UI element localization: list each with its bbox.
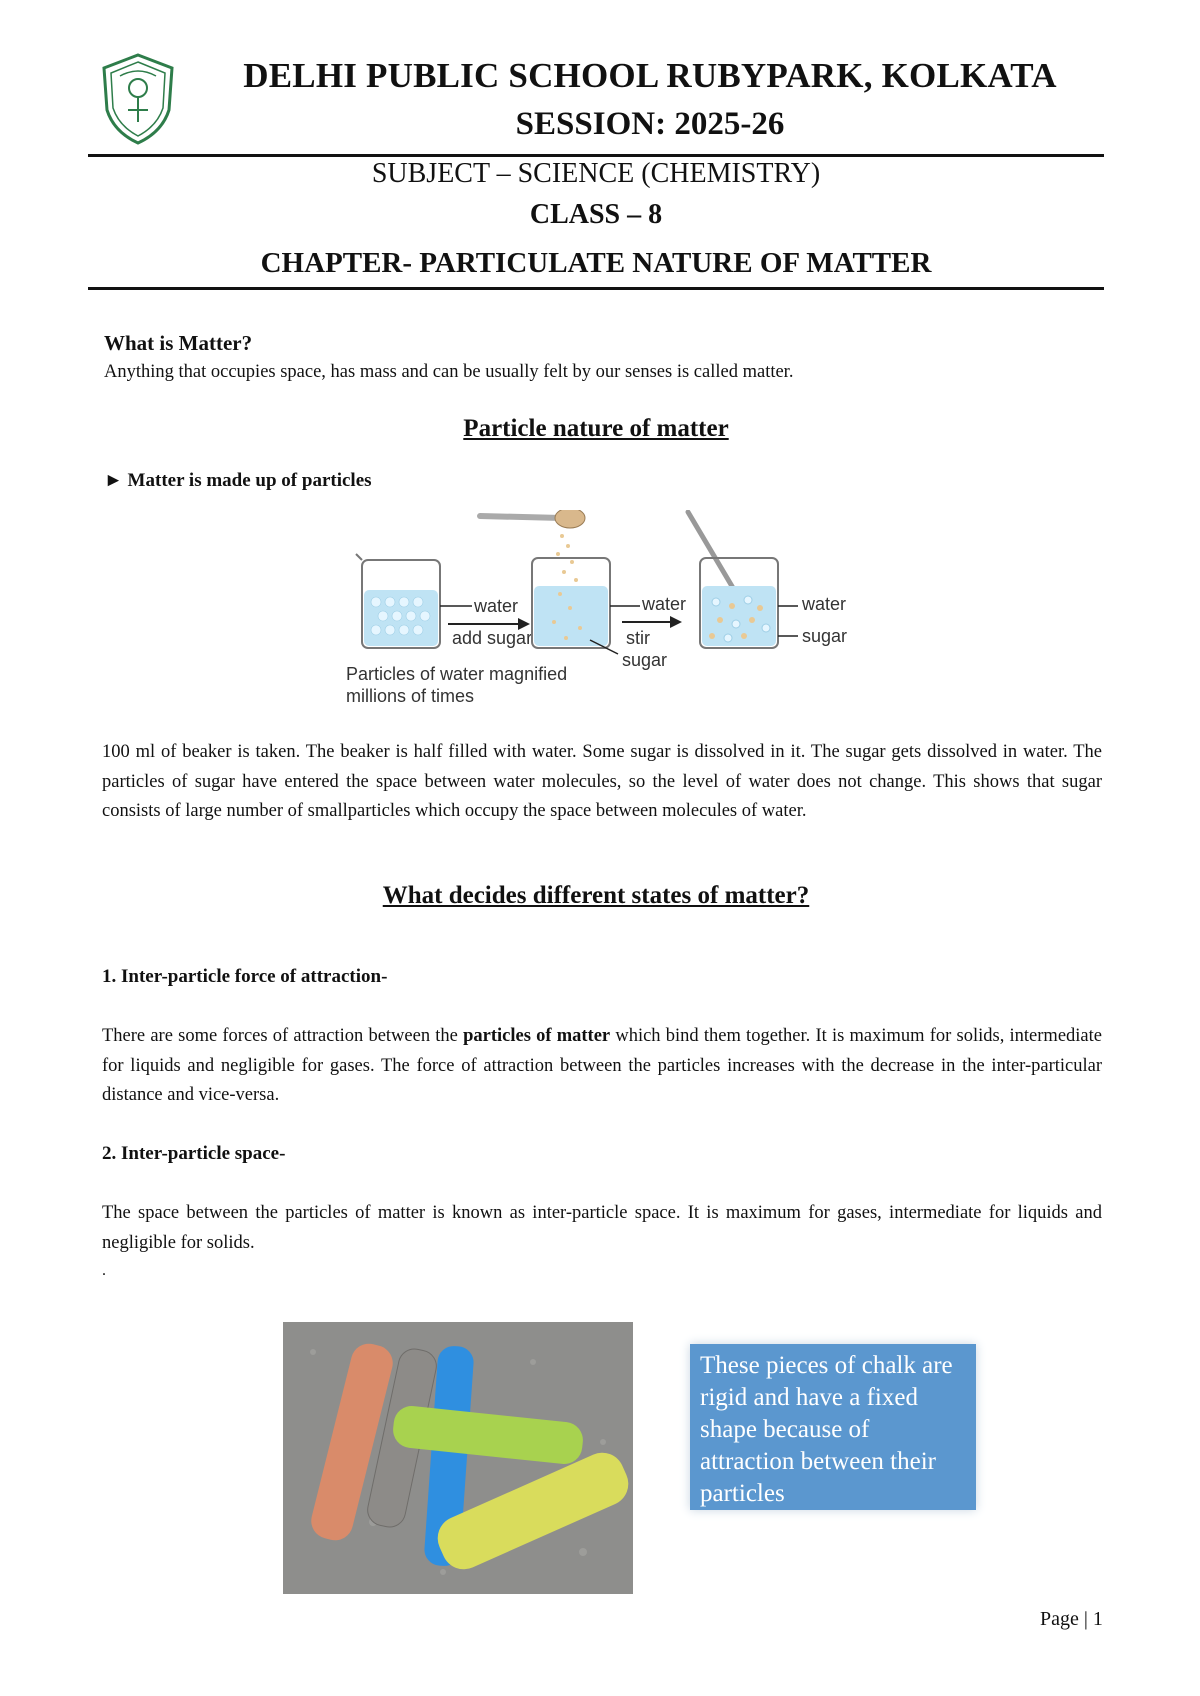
caption-line-1: Particles of water magnified — [346, 664, 568, 684]
label-stir: stir — [626, 628, 650, 648]
label-sugar-2: sugar — [802, 626, 848, 646]
label-sugar-1: sugar — [622, 650, 668, 670]
beaker-2 — [532, 558, 610, 648]
force-of-attraction-heading: 1. Inter-particle force of attraction- — [102, 966, 388, 987]
page-number: Page | 1 — [1040, 1608, 1103, 1630]
particles-bullet: ► Matter is made up of particles — [104, 470, 372, 491]
sugar-dissolving-diagram — [340, 510, 880, 710]
stray-mark: . — [102, 1262, 106, 1279]
label-water-3: water — [802, 594, 847, 614]
school-crest-icon — [100, 52, 176, 146]
inter-particle-space-text: The space between the particles of matter is known as inter-particle space. It is maximum for gases, intermediate for liquids and negligible for solids. — [102, 1203, 1102, 1253]
school-name: DELHI PUBLIC SCHOOL RUBYPARK, KOLKATA — [243, 56, 1057, 95]
header-divider-bottom — [88, 287, 1104, 290]
subject-label: SUBJECT – SCIENCE (CHEMISTRY) — [371, 158, 821, 189]
water-particles-1 — [371, 597, 430, 635]
states-heading: What decides different states of matter? — [382, 882, 810, 909]
force-of-attraction-text: There are some forces of attraction between the particles of matter which bind them together. It is maximum for solids, intermediate for liquids and negligible for gases. The force of attraction between the particles increases with the decrease in the inter-particular distance and vice-versa. — [102, 1026, 1102, 1105]
class-label: CLASS – 8 — [529, 199, 663, 230]
what-is-matter-heading: What is Matter? — [104, 331, 253, 355]
beaker-1 — [356, 554, 440, 648]
caption-line-2: millions of times — [346, 686, 475, 706]
session-label: SESSION: 2025-26 — [515, 106, 785, 142]
header-divider-top — [88, 154, 1104, 157]
inter-particle-space-heading: 2. Inter-particle space- — [102, 1143, 286, 1164]
label-water-2: water — [642, 594, 687, 614]
label-water-1: water — [474, 596, 519, 616]
chapter-title: CHAPTER- PARTICULATE NATURE OF MATTER — [260, 247, 932, 279]
chalk-photo — [283, 1322, 633, 1594]
matter-definition: Anything that occupies space, has mass and can be usually felt by our senses is called matter. — [104, 362, 794, 382]
beaker-explanation: 100 ml of beaker is taken. The beaker is half filled with water. Some sugar is dissolved in it. The sugar gets dissolved in water. The particles of sugar have entered the space between water molecules, so the level of water does not change. This shows that sugar consists of large number of smallparticles which occupy the space between molecules of water. — [102, 742, 1102, 821]
spoon-icon — [480, 510, 585, 528]
particle-nature-heading: Particle nature of matter — [463, 415, 729, 442]
chalk-caption-box: These pieces of chalk are rigid and have a fixed shape because of attraction between their particles — [690, 1344, 976, 1510]
label-add-sugar: add sugar — [452, 628, 533, 648]
